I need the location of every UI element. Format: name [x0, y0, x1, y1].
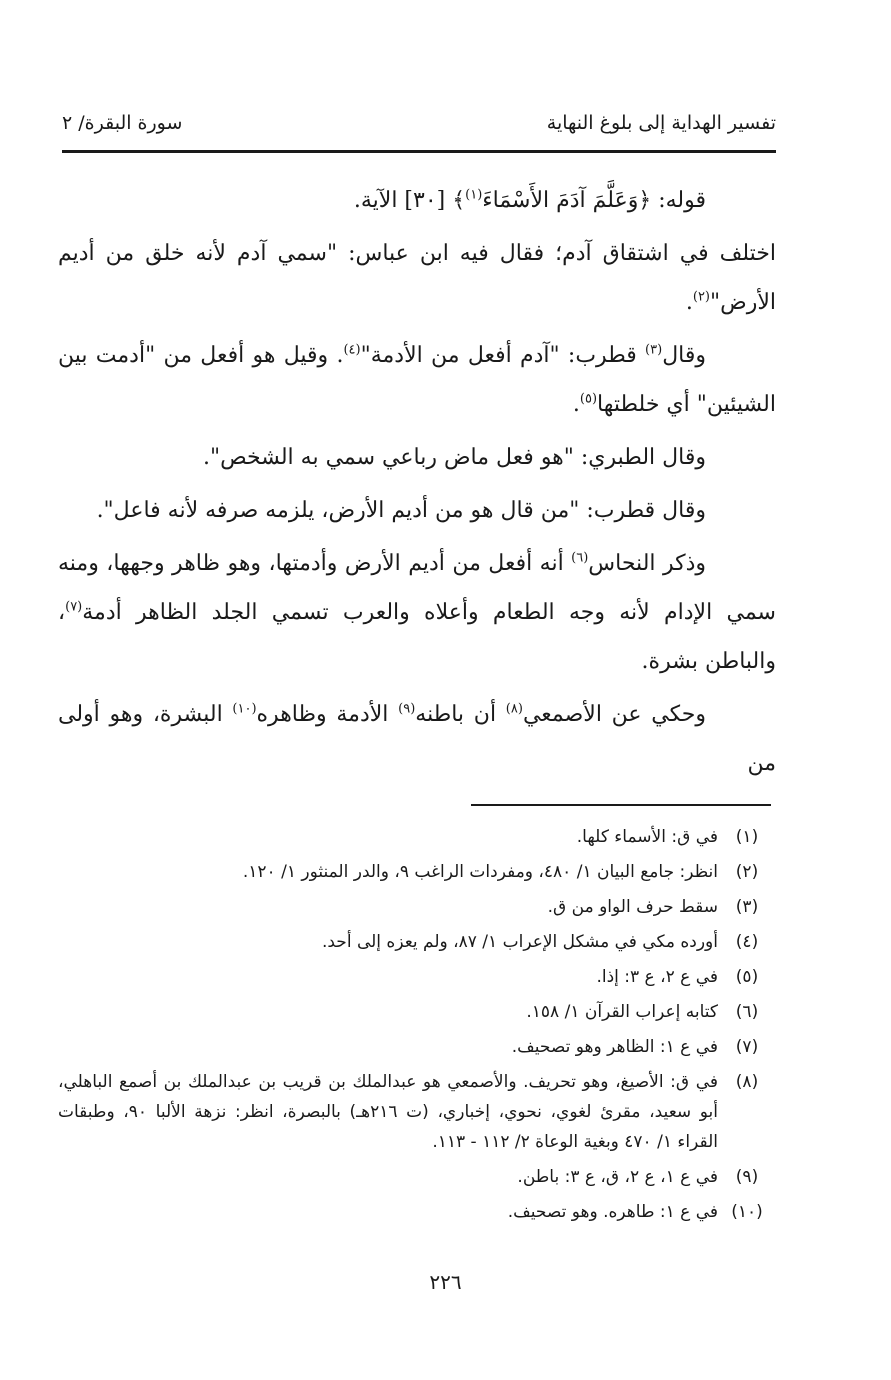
- footnote-number: (٩): [735, 1167, 759, 1187]
- paragraph-verse-text: قوله: ﴿وَعَلَّمَ آدَمَ الأَسْمَاءَ: [482, 188, 706, 213]
- paragraph-text: أن باطنه: [415, 702, 506, 727]
- paragraph-text: قطرب: "آدم أفعل من الأدمة": [360, 343, 646, 368]
- paragraph-verse: [58, 176, 776, 225]
- footnote-ref: (١٠): [232, 701, 257, 717]
- footnote-number: (١٠): [731, 1202, 763, 1222]
- footnote: [58, 1032, 776, 1062]
- footnote-text: أورده مكي في مشكل الإعراب ١/ ٨٧، ولم يعزه إلى أحد.: [321, 932, 718, 952]
- paragraph: [58, 690, 776, 788]
- paragraph-text: .: [685, 290, 693, 315]
- surah-label: سورة البقرة/ ٢: [62, 112, 183, 134]
- paragraph: وقال قطرب: "من قال هو من أديم الأرض، يلزمه صرفه لأنه فاعل".: [96, 498, 706, 523]
- footnote-text: في ق: الأصيغ، وهو تحريف. والأصمعي هو عبدالملك بن قريب بن عبدالملك بن أصمع الباهلي، أبو سعيد، مقرئ لغوي، نحوي، إخباري، (ت ٢١٦هـ) بالبصرة، انظر: نزهة الألبا ٩٠، وطبقات القراء ١/ ٤٧٠ وبغية الوعاة ٢/ ١١٢ - ١١٣.: [58, 1072, 719, 1152]
- paragraph-text: وقال: [662, 343, 707, 368]
- paragraph-text: وحكي عن الأصمعي: [522, 702, 706, 727]
- footnote-text: كتابه إعراب القرآن ١/ ١٥٨.: [526, 1002, 718, 1022]
- paragraph-text: أنه أفعل من أديم الأرض وأدمتها، وهو ظاهر وجهها، ومنه سمي الإدام لأنه وجه الطعام وأعلاه والعرب تسمي الجلد الظاهر أدمة: [58, 551, 776, 625]
- footnote-ref: (٢): [692, 289, 710, 305]
- footnote: [58, 857, 776, 887]
- footnotes: [58, 822, 776, 1232]
- paragraph-text: .: [572, 392, 580, 417]
- footnote: [58, 927, 776, 957]
- footnote: [58, 1197, 776, 1227]
- footnote-text: في ق: الأسماء كلها.: [576, 827, 718, 847]
- paragraph-text: الأدمة وظاهره: [256, 702, 399, 727]
- paragraph: وقال الطبري: "هو فعل ماض رباعي سمي به الشخص".: [202, 445, 706, 470]
- paragraph-text: البشرة، وهو أولى من: [58, 702, 776, 776]
- footnote-number: (٢): [735, 862, 759, 882]
- footnote-ref: (٧): [65, 599, 83, 615]
- paragraph-text: . وقيل هو أفعل من "أدمت بين الشيئين" أي خلطتها: [58, 343, 776, 417]
- paragraph-text: ، والباطن بشرة.: [58, 600, 776, 674]
- header-rule: [62, 150, 776, 153]
- footnote-text: في ع ٢، ع ٣: إذا.: [596, 967, 718, 987]
- footnote: [58, 892, 776, 922]
- footnote-number: (١): [735, 827, 759, 847]
- footnote-number: (٥): [735, 967, 759, 987]
- footnote: [58, 1162, 776, 1192]
- footnote-text: في ع ١: طاهره. وهو تصحيف.: [507, 1202, 718, 1222]
- footnote-number: (٦): [735, 1002, 759, 1022]
- footnote-number: (٨): [735, 1072, 759, 1092]
- footnote-ref: (٣): [645, 342, 663, 358]
- footnote-ref: (٥): [579, 391, 598, 407]
- paragraph: [58, 229, 776, 327]
- footnote: [58, 997, 776, 1027]
- paragraph-text: اختلف في اشتقاق آدم؛ فقال فيه ابن عباس: "سمي آدم لأنه خلق من أديم الأرض": [58, 241, 776, 315]
- footnote-number: (٣): [735, 897, 759, 917]
- page-number: ٢٢٦: [429, 1270, 462, 1294]
- footnote: [58, 962, 776, 992]
- footnote-number: (٧): [735, 1037, 759, 1057]
- footnote-number: (٤): [735, 932, 759, 952]
- footnote-ref: (٦): [571, 550, 589, 566]
- footnote-text: في ع ١: الظاهر وهو تصحيف.: [511, 1037, 718, 1057]
- running-header: [62, 112, 776, 144]
- footnote-text: انظر: جامع البيان ١/ ٤٨٠، ومفردات الراغب ٩، والدر المنثور ١/ ١٢٠.: [242, 862, 718, 882]
- footnote-ref: (٨): [505, 701, 523, 717]
- main-text: [58, 176, 776, 792]
- footnote-ref: (٤): [343, 342, 361, 358]
- book-title: تفسير الهداية إلى بلوغ النهاية: [546, 112, 776, 134]
- footnote-text: سقط حرف الواو من ق.: [547, 897, 718, 917]
- footnote-text: في ع ١، ع ٢، ق، ع ٣: باطن.: [517, 1167, 718, 1187]
- footnote-ref: (٩): [398, 701, 416, 717]
- footnote-separator: [471, 804, 771, 806]
- paragraph-verse-text: ﴾ [٣٠] الآية.: [353, 188, 466, 213]
- footnote: [58, 822, 776, 852]
- paragraph: [58, 331, 776, 429]
- footnote: [58, 1067, 776, 1157]
- footnote-ref: (١): [465, 187, 483, 203]
- paragraph: [58, 539, 776, 686]
- paragraph-text: وذكر النحاس: [588, 551, 706, 576]
